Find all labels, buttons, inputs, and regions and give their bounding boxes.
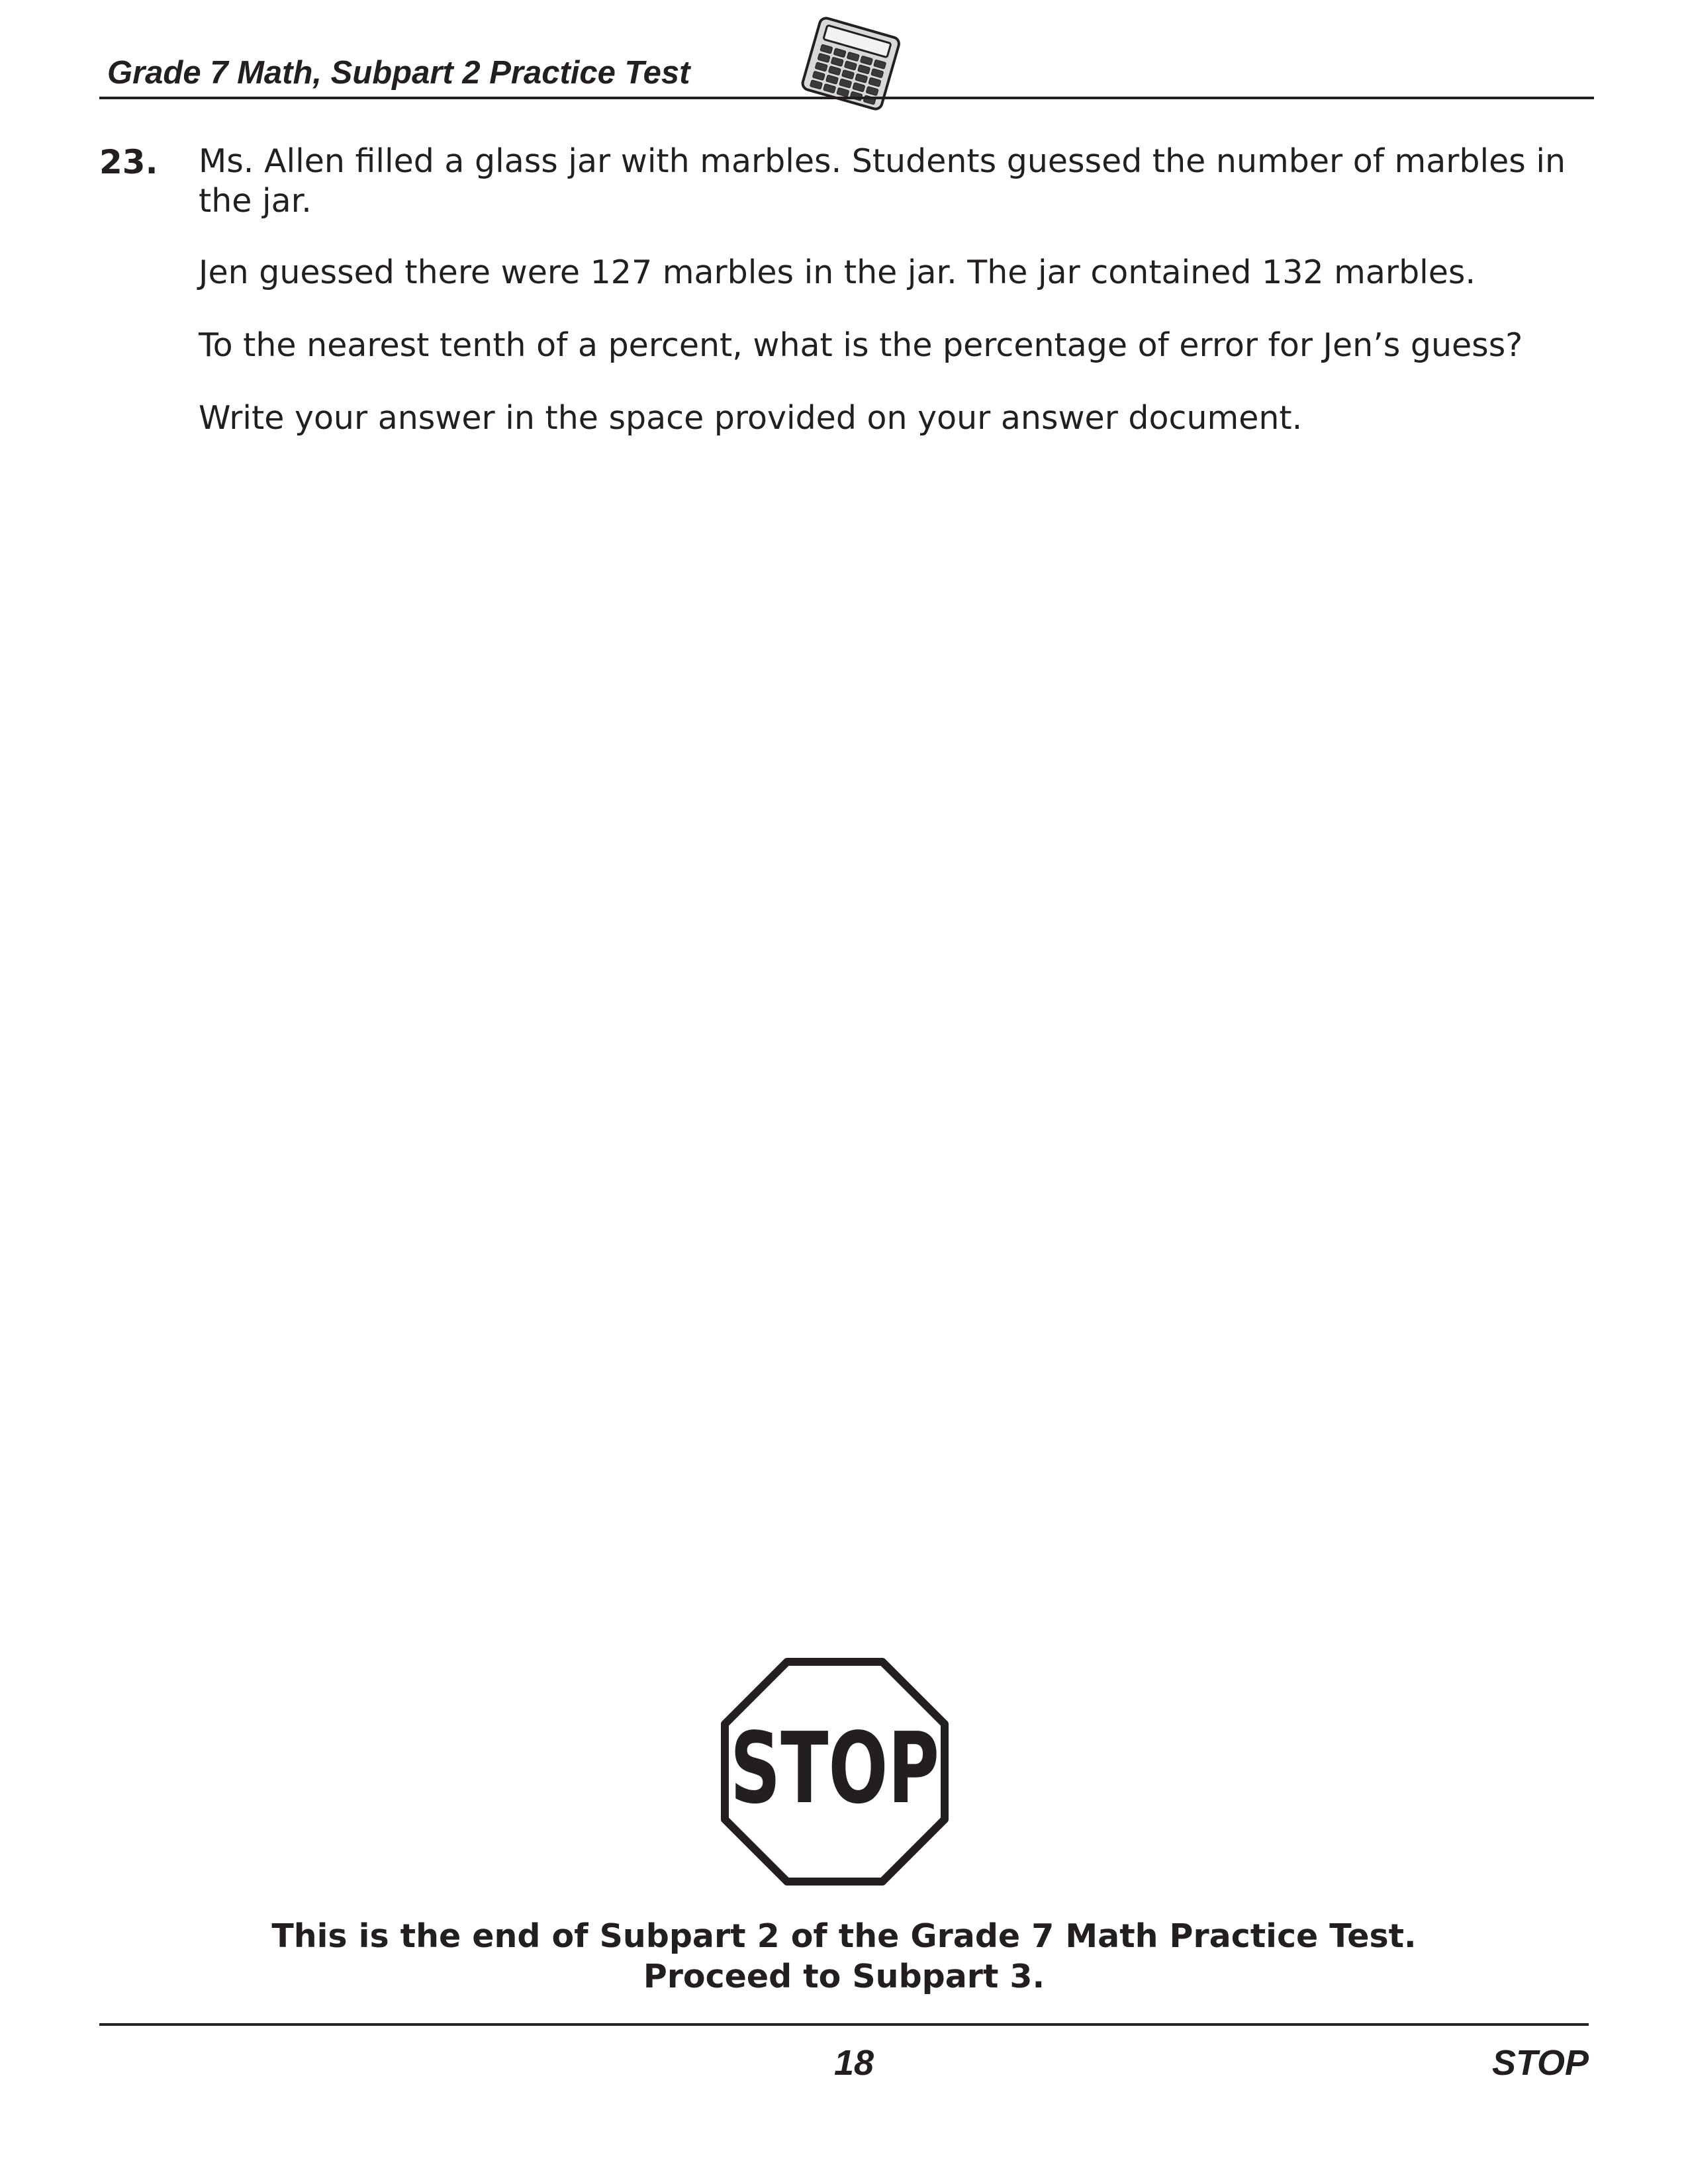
proceed-message-line: Proceed to Subpart 3. — [643, 1958, 1045, 1995]
stop-sign-icon — [721, 1658, 949, 1886]
end-message-line: This is the end of Subpart 2 of the Grade 7 Math Practice Test. — [271, 1917, 1417, 1955]
footer-stop-label: STOP — [1491, 2043, 1589, 2083]
page-number: 18 — [833, 2043, 874, 2083]
header-divider — [99, 97, 1594, 99]
question-paragraph: Ms. Allen filled a glass jar with marbles. Students guessed the number of marbles in the jar. — [199, 142, 1566, 220]
footer-divider — [99, 2023, 1589, 2026]
question-paragraph: Write your answer in the space provided on your answer document. — [199, 399, 1303, 437]
question-body — [199, 142, 1595, 471]
calculator-icon — [791, 20, 910, 109]
page-header-title: Grade 7 Math, Subpart 2 Practice Test — [107, 55, 690, 91]
stop-sign-text: STOP — [730, 1711, 939, 1825]
end-of-subpart-message — [0, 1916, 1688, 1997]
question-paragraph: Jen guessed there were 127 marbles in the jar. The jar contained 132 marbles. — [199, 253, 1476, 291]
question-paragraph: To the nearest tenth of a percent, what is the percentage of error for Jen’s guess? — [199, 326, 1523, 364]
question-number: 23. — [99, 143, 158, 181]
